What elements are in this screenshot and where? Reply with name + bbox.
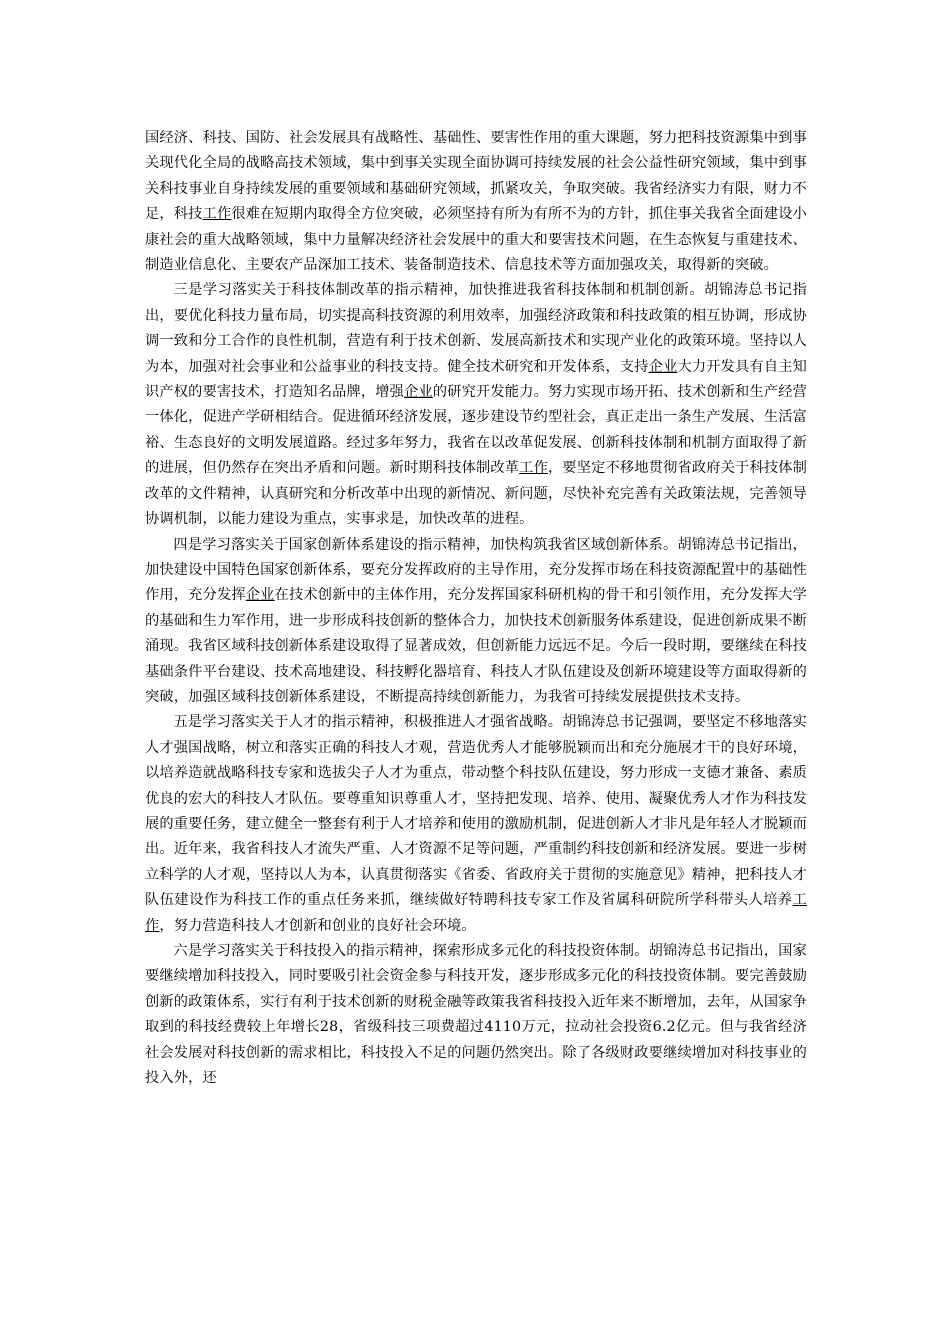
- paragraph-text: 在技术创新中的主体作用，充分发挥国家科研机构的骨干和引领作用，充分发挥大学的基础和生力军作用，进一步形成科技创新的整体合力，加快技术创新服务体系建设，促进创新成果不断涌现。我省区域科技创新体系建设取得了显著成效，但创新能力远远不足。今后一段时期，要继续在科技基础条件平台建设、技术高地建设、科技孵化器培育、科技人才队伍建设及创新环境建设等方面取得新的突破，加强区域科技创新体系建设，不断提高持续创新能力，为我省可持续发展提供技术支持。: [145, 587, 808, 705]
- hyperlink[interactable]: 工作: [145, 892, 807, 934]
- hyperlink[interactable]: 企业: [404, 384, 433, 401]
- paragraph-text: 的研究开发能力。努力实现市场开拓、技术创新和生产经营一体化，促进产学研相结合。促进循环经济发展，逐步建设节约型社会，真正走出一条生产发展、生活富裕、生态良好的文明发展道路。经过多年努力，我省在以改革促发展、创新科技体制和机制方面取得了新的进展，但仍然存在突出矛盾和问题。新时期科技体制改革: [145, 384, 808, 477]
- document-page: [145, 126, 807, 1091]
- hyperlink[interactable]: 企业: [648, 358, 678, 375]
- hyperlink[interactable]: 工作: [519, 460, 548, 477]
- paragraph-text: ，要坚定不移地贯彻省政府关于科技体制改革的文件精神，认真研究和分析改革中出现的新情况、新问题，尽快补充完善有关政策法规，完善领导协调机制，以能力建设为重点，实事求是，加快改革的进程。: [145, 460, 808, 528]
- paragraph-text: 大力开发具有自主知识产权的要害技术，打造知名品牌，增强: [145, 358, 807, 401]
- hyperlink[interactable]: 工作: [202, 206, 232, 223]
- paragraph-text: 六是学习落实关于科技投入的指示精神，探索形成多元化的科技投资体制。胡锦涛总书记指出，国家要继续增加科技投入，同时要吸引社会资金参与科技开发，逐步形成多元化的科技投资体制。要完善鼓励创新的政策体系，实行有利于技术创新的财税金融等政策我省科技投入近年来不断增加，去年，从国家争取到的科技经费较上年增长28，省级科技三项费超过4110万元，拉动社会投资6.2亿元。但与我省经济社会发展对科技创新的需求相比，科技投入不足的问题仍然突出。除了各级财政要继续增加对科技事业的投入外，还: [145, 943, 807, 1087]
- body-paragraph: [145, 710, 807, 939]
- paragraph-text: 五是学习落实关于人才的指示精神，积极推进人才强省战略。胡锦涛总书记强调，要坚定不移地落实人才强国战略，树立和落实正确的科技人才观，营造优秀人才能够脱颖而出和充分施展才干的良好环境，以培养造就战略科技专家和选拔尖子人才为重点，带动整个科技队伍建设，努力形成一支德才兼备、素质优良的宏大的科技人才队伍。要尊重知识尊重人才，坚持把发现、培养、使用、凝聚优秀人才作为科技发展的重要任务，建立健全一整套有利于人才培养和使用的激励机制，促进创新人才非凡是年轻人才脱颖而出。近年来，我省科技人才流失严重、人才资源不足等问题，严重制约科技创新和经济发展。要进一步树立科学的人才观，坚持以人为本，认真贯彻落实《省委、省政府关于贯彻的实施意见》精神，把科技人才队伍建设作为科技工作的重点任务来抓，继续做好特聘科技专家工作及省属科研院所学科带头人培养: [145, 714, 807, 909]
- paragraph-text: 很难在短期内取得全方位突破，必须坚持有所为有所不为的方针，抓住事关我省全面建设小康社会的重大战略领域，集中力量解决经济社会发展中的重大和要害技术问题，在生态恢复与重建技术、制造业信息化、主要农产品深加工技术、装备制造技术、信息技术等方面加强攻关，取得新的突破。: [145, 206, 807, 274]
- hyperlink[interactable]: 企业: [245, 587, 275, 604]
- paragraph-text: 国经济、科技、国防、社会发展具有战略性、基础性、要害性作用的重大课题，努力把科技资源集中到事关现代化全局的战略高技术领域，集中到事关实现全面协调可持续发展的社会公益性研究领域，集中到事关科技事业自身持续发展的重要领域和基础研究领域，抓紧攻关，争取突破。我省经济实力有限，财力不足，科技: [145, 130, 807, 223]
- paragraph-text: 四是学习落实关于国家创新体系建设的指示精神，加快构筑我省区域创新体系。胡锦涛总书记指出，加快建设中国特色国家创新体系，要充分发挥政府的主导作用，充分发挥市场在科技资源配置中的基础性作用，充分发挥: [145, 536, 807, 604]
- body-paragraph: [145, 278, 807, 532]
- body-paragraph: [145, 126, 807, 278]
- body-paragraph: [145, 939, 807, 1091]
- body-paragraph: [145, 533, 807, 711]
- paragraph-text: ，努力营造科技人才创新和创业的良好社会环境。: [159, 917, 476, 934]
- paragraph-text: 三是学习落实关于科技体制改革的指示精神，加快推进我省科技体制和机制创新。胡锦涛总书记指出，要优化科技力量布局，切实提高科技资源的利用效率，加强经济政策和科技政策的相互协调，形成协调一致和分工合作的良性机制，营造有利于技术创新、发展高新技术和实现产业化的政策环境。坚持以人为本，加强对社会事业和公益事业的科技支持。健全技术研究和开发体系，支持: [145, 282, 807, 375]
